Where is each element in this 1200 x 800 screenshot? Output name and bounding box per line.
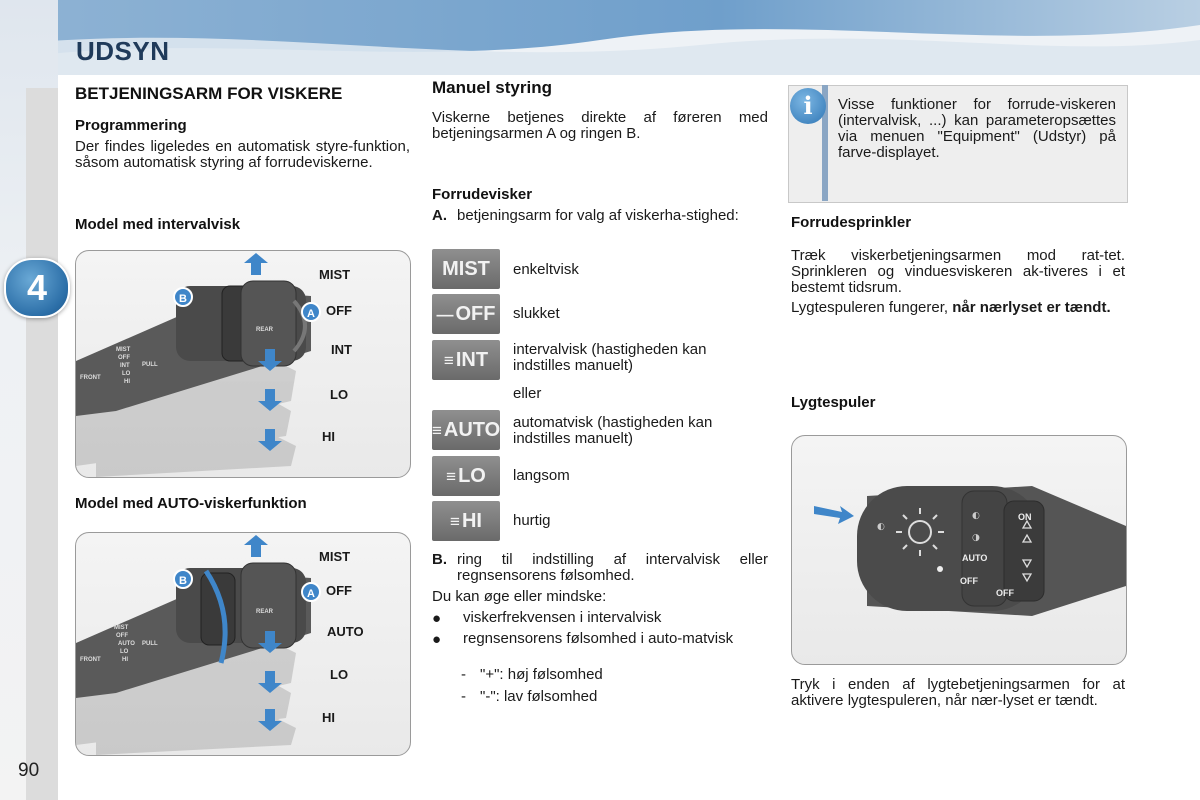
lo-position-label: langsom — [513, 467, 570, 484]
figure-lamp-stalk — [791, 435, 1127, 665]
stalk-text: OFF — [118, 355, 130, 361]
item-a-text: betjeningsarm for valg af viskerha-stighed: — [457, 207, 739, 224]
position-label: LO — [330, 387, 349, 402]
marker-a-text: A — [307, 308, 315, 320]
marker-b-text: B — [179, 293, 187, 305]
position-label: LO — [330, 667, 349, 682]
washer-text: Træk viskerbetjeningsarmen mod rat-tet. Sprinkleren og vinduesviskeren ak-tiveres i et bestemt tidsrum. — [791, 247, 1125, 296]
or-text: eller — [513, 385, 542, 402]
model-interval-heading: Model med intervalvisk — [75, 216, 241, 233]
bullet-item: viskerfrekvensen i intervalvisk — [463, 609, 662, 626]
stalk-text: MIST — [116, 347, 131, 353]
chapter-tab[interactable]: 4 — [4, 258, 70, 318]
washer-heading: Forrudesprinkler — [791, 214, 912, 231]
stalk-text: HI — [124, 379, 130, 385]
off-position-icon: — OFF — [432, 294, 500, 334]
interval-stalk-illustration — [76, 251, 410, 477]
item-a-label: A. — [432, 207, 447, 224]
stalk-text: LO — [122, 371, 131, 377]
bullet-dot: ● — [432, 610, 442, 627]
lamp-condition-bold: når nærlyset er tændt. — [952, 299, 1111, 316]
lamp-symbol-icon: ◑ — [972, 533, 980, 543]
page-number: 90 — [18, 760, 40, 781]
lamp-washer-condition — [791, 300, 1125, 316]
auto-position-icon: ≡ AUTO — [432, 410, 500, 450]
dash-mark: - — [461, 688, 466, 705]
lamp-symbol-icon: ◐ — [972, 511, 980, 521]
stalk-text: HI — [122, 657, 128, 663]
header-wave-graphic — [0, 0, 1200, 75]
front-wiper-heading: Forrudevisker — [432, 186, 533, 203]
arrow-up-icon — [244, 253, 268, 275]
programming-text: Der findes ligeledes en automatisk styre-funktion, såsom automatisk styring af forrudeviskerne. — [75, 138, 410, 171]
adjust-text: Du kan øge eller mindske: — [432, 588, 607, 605]
dash-item: "-": lav følsomhed — [480, 688, 598, 705]
stalk-text: PULL — [142, 641, 158, 647]
item-b-text: ring til indstilling af intervalvisk eller regnsensorens følsomhed. — [457, 551, 768, 584]
stalk-text: FRONT — [80, 375, 101, 381]
item-b-label: B. — [432, 551, 447, 568]
stalk-text: MIST — [114, 625, 129, 631]
dash-mark: - — [461, 666, 466, 683]
position-label: OFF — [326, 583, 352, 598]
position-label: HI — [322, 429, 335, 444]
stalk-text: OFF — [116, 633, 128, 639]
int-position-label: intervalvisk (hastigheden kan indstilles manuelt) — [513, 341, 707, 374]
dash-item: "+": høj følsomhed — [480, 666, 603, 683]
mist-position-icon: MIST — [432, 249, 500, 289]
stalk-text: AUTO — [118, 641, 135, 647]
figure-auto-stalk — [75, 532, 411, 756]
stalk-text: REAR — [256, 327, 274, 333]
bullet-item: regnsensorens følsomhed i auto-matvisk — [463, 630, 734, 647]
lamp-stalk-illustration — [792, 436, 1126, 664]
marker-a-text: A — [307, 588, 315, 600]
model-auto-heading: Model med AUTO-viskerfunktion — [75, 495, 307, 512]
hi-position-label: hurtig — [513, 512, 551, 529]
position-label: MIST — [319, 267, 351, 282]
position-label: MIST — [319, 549, 351, 564]
stalk-text: FRONT — [80, 657, 101, 663]
position-label: HI — [322, 710, 335, 725]
off-position-label: slukket — [513, 305, 560, 322]
stalk-label: AUTO — [962, 553, 988, 563]
auto-stalk-illustration — [76, 533, 410, 755]
position-label: AUTO — [327, 624, 364, 639]
page-title: UDSYN — [76, 36, 170, 66]
stalk-label: OFF — [960, 576, 978, 586]
stalk-label: ON — [1018, 512, 1032, 522]
info-text: Visse funktioner for forrude-viskeren (intervalvisk, ...) kan parameteropsættes via menuen "Equipment" (Udstyr) på farve-displayet. — [838, 96, 1116, 161]
bullet-dot: ● — [432, 631, 442, 648]
figure-interval-stalk — [75, 250, 411, 478]
stalk-text: LO — [120, 649, 129, 655]
manual-control-heading: Manuel styring — [432, 78, 552, 97]
section-heading-wiper-stalk: BETJENINGSARM FOR VISKERE — [75, 84, 343, 103]
lamp-washer-heading: Lygtespuler — [791, 394, 876, 411]
stalk-text: REAR — [256, 609, 274, 615]
lo-position-icon: ≡ LO — [432, 456, 500, 496]
manual-control-intro: Viskerne betjenes direkte af føreren med betjeningsarmen A og ringen B. — [432, 109, 768, 142]
hi-position-icon: ≡ HI — [432, 501, 500, 541]
arrow-up-icon — [244, 535, 268, 557]
mist-position-label: enkeltvisk — [513, 261, 579, 278]
lamp-symbol-icon: ◐ — [877, 522, 885, 532]
stalk-label: OFF — [996, 588, 1014, 598]
position-label: INT — [331, 342, 352, 357]
lamp-washer-text: Tryk i enden af lygtebetjeningsarmen for at aktivere lygtespuleren, når nær-lyset er tændt. — [791, 676, 1125, 709]
page-header — [0, 0, 1200, 75]
position-label: OFF — [326, 303, 352, 318]
stalk-text: PULL — [142, 362, 158, 368]
push-arrow-icon — [814, 506, 854, 524]
marker-b-text: B — [179, 575, 187, 587]
stalk-text: INT — [120, 363, 130, 369]
int-position-icon: ≡ INT — [432, 340, 500, 380]
info-icon: i — [790, 88, 826, 124]
programming-heading: Programmering — [75, 117, 187, 134]
lamp-condition-prefix: Lygtespuleren fungerer, — [791, 299, 949, 316]
auto-position-label: automatvisk (hastigheden kan indstilles manuelt) — [513, 414, 713, 447]
sidebar-strip — [26, 88, 58, 800]
